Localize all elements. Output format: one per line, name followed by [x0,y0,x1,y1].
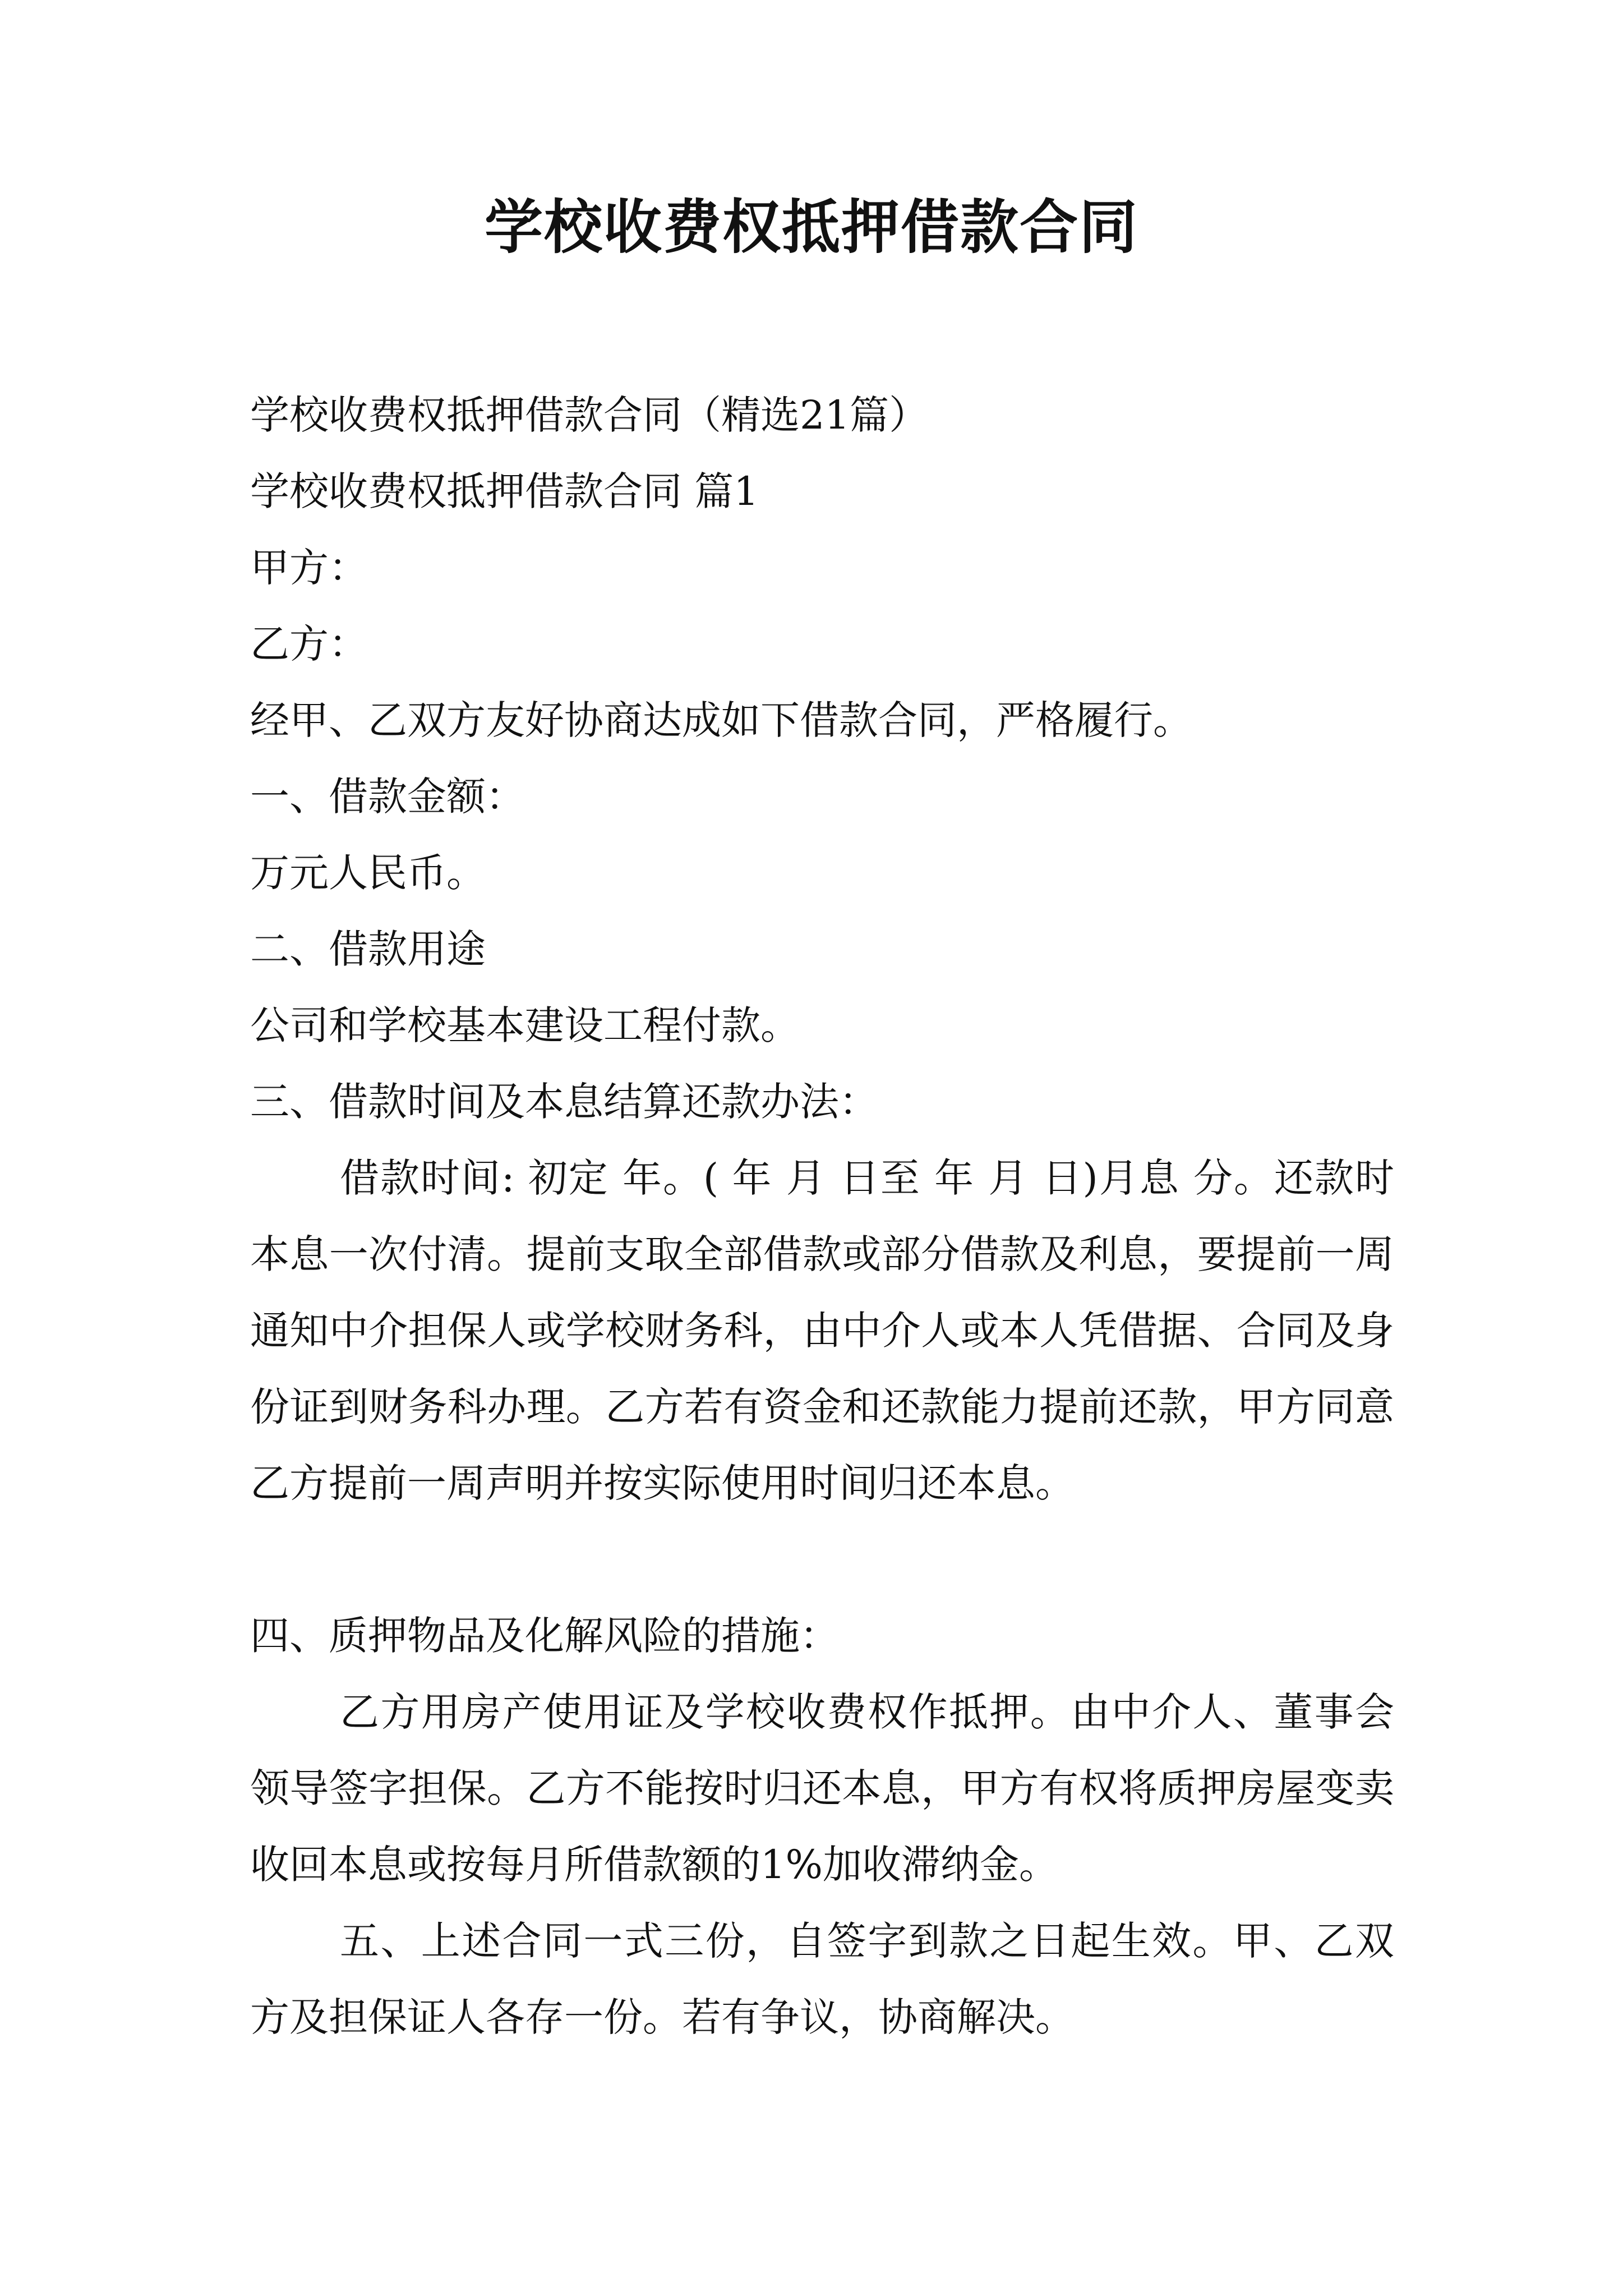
clause-4-body: 乙方用房产使用证及学校收费权作抵押。由中介人、董事会领导签字担保。乙方不能按时归还本息，甲方有权将质押房屋变卖收回本息或按每月所借款额的1%加收滞纳金。 [250,1689,1394,1888]
clause-1-body: 万元人民币。 [250,850,486,896]
preamble-line: 经甲、乙双方友好协商达成如下借款合同，严格履行。 [250,697,1192,743]
clause-4-heading: 四、质押物品及化解风险的措施： [250,1613,839,1659]
document-title: 学校收费权抵押借款合同 [484,193,1138,261]
section-heading-part1: 学校收费权抵押借款合同 篇1 [250,468,759,514]
clause-5-body: 五、上述合同一式三份，自签字到款之日起生效。甲、乙双方及担保证人各存一份。若有争议，协商解决。 [250,1918,1394,2040]
party-b-line: 乙方： [250,621,368,667]
document-subtitle: 学校收费权抵押借款合同（精选21篇） [250,392,929,438]
clause-1-heading: 一、借款金额： [250,774,525,820]
clause-3-heading: 三、借款时间及本息结算还款办法： [250,1079,878,1125]
clause-3-body: 借款时间: 初定 年。( 年 月 日至 年 月 日)月息 分。还款时本息一次付清。提前支取全部借款或部分借款及利息，要提前一周通知中介担保人或学校财务科，由中介人或本人凭借据、合同及身份证到财务科办理。乙方若有资金和还款能力提前还款，甲方同意乙方提前一周声明并按实际使用时间归还本息。 [250,1155,1394,1506]
clause-2-body: 公司和学校基本建设工程付款。 [250,1002,800,1048]
clause-2-heading: 二、借款用途 [250,926,486,972]
party-a-line: 甲方： [250,545,368,591]
